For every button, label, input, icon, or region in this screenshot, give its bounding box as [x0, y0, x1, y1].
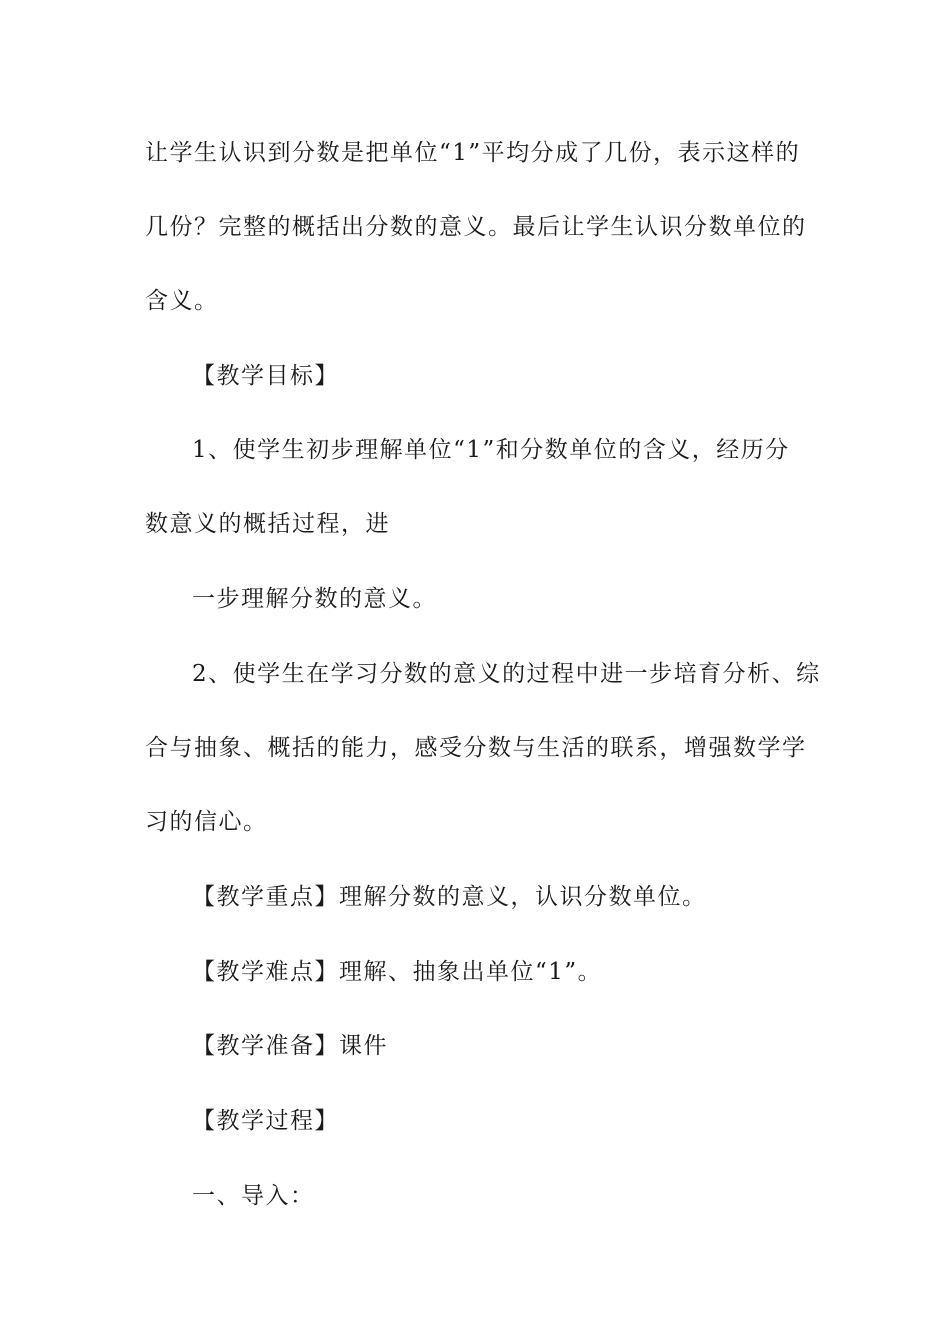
paragraph-line: 一步理解分数的意义。 [192, 586, 437, 612]
section-difficulties: 【教学难点】理解、抽象出单位“1”。 [192, 959, 603, 985]
subsection-introduction: 一、导入： [192, 1183, 315, 1209]
paragraph-line: 让学生认识到分数是把单位“1”平均分成了几份，表示这样的 [145, 140, 801, 166]
section-preparation: 【教学准备】课件 [192, 1033, 388, 1059]
objective-item-2: 2、使学生在学习分数的意义的过程中进一步培育分析、综 [192, 661, 821, 687]
paragraph-line: 数意义的概括过程，进 [145, 511, 390, 537]
section-heading-objectives: 【教学目标】 [192, 363, 339, 389]
paragraph-line: 几份？完整的概括出分数的意义。最后让学生认识分数单位的 [145, 214, 807, 240]
section-heading-process: 【教学过程】 [192, 1108, 339, 1134]
paragraph-line: 合与抽象、概括的能力，感受分数与生活的联系，增强数学学 [145, 735, 807, 761]
paragraph-line: 习的信心。 [145, 809, 268, 835]
section-key-points: 【教学重点】理解分数的意义，认识分数单位。 [192, 884, 707, 910]
paragraph-line: 含义。 [145, 288, 219, 314]
objective-item-1: 1、使学生初步理解单位“1”和分数单位的含义，经历分 [192, 437, 790, 463]
